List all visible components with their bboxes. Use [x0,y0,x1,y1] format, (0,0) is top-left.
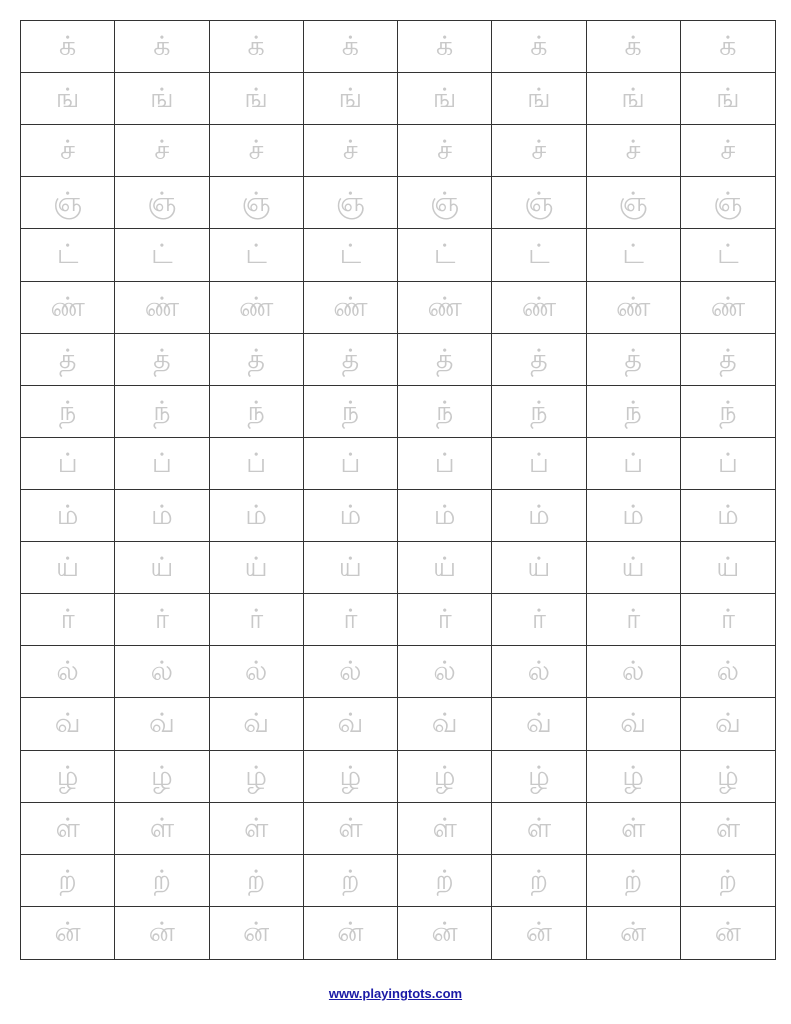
trace-letter-cell: த் [398,334,492,386]
trace-letter-cell: க் [587,21,681,73]
trace-letter-cell: ள் [115,803,209,855]
trace-letter-cell: ந் [21,386,115,438]
trace-letter-cell: ன் [398,907,492,959]
trace-letter-cell: ட் [681,229,775,281]
trace-letter-cell: க் [398,21,492,73]
trace-letter-cell: ண் [398,282,492,334]
trace-letter-cell: ய் [304,542,398,594]
trace-letter-cell: ந் [681,386,775,438]
trace-letter-cell: ழ் [398,751,492,803]
trace-letter-cell: ள் [398,803,492,855]
trace-letter-cell: ர் [304,594,398,646]
trace-letter-cell: ண் [304,282,398,334]
trace-letter-cell: ழ் [587,751,681,803]
trace-letter-cell: ற் [21,855,115,907]
trace-letter-cell: ங் [304,73,398,125]
trace-letter-cell: ஞ் [210,177,304,229]
trace-letter-cell: ற் [492,855,586,907]
trace-letter-cell: த் [210,334,304,386]
trace-letter-cell: ம் [587,490,681,542]
trace-letter-cell: வ் [587,698,681,750]
trace-letter-cell: ட் [587,229,681,281]
trace-letter-cell: ஞ் [681,177,775,229]
trace-letter-cell: ள் [304,803,398,855]
trace-letter-cell: ர் [21,594,115,646]
trace-letter-cell: ல் [21,646,115,698]
trace-letter-cell: ய் [681,542,775,594]
trace-letter-cell: ம் [210,490,304,542]
trace-letter-cell: ச் [587,125,681,177]
trace-letter-cell: வ் [681,698,775,750]
trace-letter-cell: ட் [21,229,115,281]
trace-letter-cell: ய் [492,542,586,594]
trace-letter-cell: ற் [587,855,681,907]
trace-letter-cell: ம் [21,490,115,542]
trace-letter-cell: ப் [115,438,209,490]
trace-letter-cell: ன் [304,907,398,959]
trace-letter-cell: ம் [681,490,775,542]
trace-letter-cell: ய் [587,542,681,594]
trace-letter-cell: ன் [714,917,741,949]
trace-letter-cell: ங் [398,73,492,125]
trace-letter-cell: ழ் [492,751,586,803]
trace-letter-cell: க் [115,21,209,73]
trace-letter-cell: ந் [304,386,398,438]
trace-letter-cell: ர் [398,594,492,646]
trace-letter-cell: வ் [115,698,209,750]
trace-letter-cell: ண் [115,282,209,334]
trace-letter-cell: க் [492,21,586,73]
trace-letter-cell: ங் [492,73,586,125]
trace-letter-cell: ஞ் [492,177,586,229]
trace-letter-cell: வ் [492,698,586,750]
trace-letter-cell: ன் [492,907,586,959]
trace-letter-cell: ண் [681,282,775,334]
trace-letter-cell: ண் [210,282,304,334]
trace-letter-cell: ங் [210,73,304,125]
website-link[interactable]: www.playingtots.com [328,986,463,1001]
trace-letter-cell: ந் [587,386,681,438]
trace-letter-cell: ங் [21,73,115,125]
trace-letter-cell: ல் [115,646,209,698]
trace-letter-cell: ப் [587,438,681,490]
trace-letter-cell: ச் [304,125,398,177]
trace-letter-cell: ள் [587,803,681,855]
trace-letter-cell: ஞ் [21,177,115,229]
trace-letter-cell: ழ் [304,751,398,803]
trace-letter-cell: ல் [398,646,492,698]
trace-letter-cell: ழ் [115,751,209,803]
trace-letter-cell: ப் [398,438,492,490]
trace-letter-cell: ச் [398,125,492,177]
trace-letter-cell: ன் [210,907,304,959]
trace-letter-cell: த் [21,334,115,386]
trace-letter-cell: த் [587,334,681,386]
trace-letter-cell: ல் [492,646,586,698]
trace-letter-cell: ஞ் [115,177,209,229]
trace-letter-cell: ழ் [21,751,115,803]
trace-letter-cell: ண் [21,282,115,334]
trace-letter-cell: க் [304,21,398,73]
trace-letter-cell: ங் [681,73,775,125]
trace-letter-cell: த் [492,334,586,386]
trace-letter-cell: ல் [681,646,775,698]
trace-letter-cell: ஞ் [398,177,492,229]
trace-letter-cell: ல் [210,646,304,698]
trace-letter-cell: ப் [304,438,398,490]
trace-letter-cell: ப் [681,438,775,490]
trace-letter-cell: ர் [587,594,681,646]
trace-letter-cell: ய் [210,542,304,594]
trace-letter-cell: ள் [21,803,115,855]
trace-letter-cell: ஞ் [587,177,681,229]
trace-letter-cell: ஞ் [304,177,398,229]
trace-letter-cell: வ் [21,698,115,750]
trace-letter-cell: ல் [304,646,398,698]
trace-letter-cell: ழ் [210,751,304,803]
trace-letter-cell: க் [21,21,115,73]
trace-letter-cell: ச் [115,125,209,177]
trace-letter-cell: ர் [115,594,209,646]
trace-letter-cell: ற் [210,855,304,907]
trace-letter-cell: வ் [210,698,304,750]
trace-letter-cell: ந் [115,386,209,438]
trace-letter-cell: ழ் [681,751,775,803]
trace-letter-cell: ய் [21,542,115,594]
trace-letter-cell: ர் [681,594,775,646]
trace-letter-cell: ற் [681,855,775,907]
trace-letter-cell: ட் [398,229,492,281]
trace-letter-cell: ம் [398,490,492,542]
trace-letter-cell: ற் [398,855,492,907]
trace-letter-cell: ள் [492,803,586,855]
trace-letter-cell: ந் [492,386,586,438]
trace-letter-cell: ம் [115,490,209,542]
trace-letter-cell: ச் [21,125,115,177]
trace-letter-cell: ன் [115,907,209,959]
trace-letter-cell: த் [115,334,209,386]
trace-letter-cell: ப் [492,438,586,490]
trace-letter-cell: ய் [398,542,492,594]
trace-letter-cell: ச் [681,125,775,177]
trace-letter-cell: ங் [115,73,209,125]
trace-letter-cell: ல் [587,646,681,698]
trace-letter-cell: ள் [681,803,775,855]
trace-letter-cell: ன் [21,907,115,959]
trace-letter-cell: ப் [21,438,115,490]
trace-letter-cell: ர் [210,594,304,646]
trace-letter-cell: ட் [115,229,209,281]
trace-letter-cell: ற் [115,855,209,907]
trace-letter-cell: வ் [398,698,492,750]
trace-letter-cell: ந் [210,386,304,438]
trace-letter-cell: ட் [492,229,586,281]
trace-letter-cell: ந் [398,386,492,438]
trace-letter-cell: ட் [304,229,398,281]
tracing-grid [20,20,776,960]
trace-letter-cell: ச் [210,125,304,177]
trace-letter-cell: ப் [210,438,304,490]
trace-letter-cell: ம் [304,490,398,542]
trace-letter-cell: க் [210,21,304,73]
trace-letter-cell: த் [304,334,398,386]
trace-letter-cell: ன் [587,907,681,959]
trace-letter-cell: ண் [587,282,681,334]
trace-letter-cell: த் [681,334,775,386]
trace-letter-cell: ங் [587,73,681,125]
trace-letter-cell: ட் [210,229,304,281]
trace-letter-cell: ர் [492,594,586,646]
trace-letter-cell: க் [681,21,775,73]
trace-letter-cell: ய் [115,542,209,594]
trace-letter-cell: ச் [492,125,586,177]
trace-letter-cell: ம் [492,490,586,542]
trace-letter-cell: ண் [492,282,586,334]
trace-letter-cell: ற் [304,855,398,907]
trace-letter-cell: வ் [304,698,398,750]
trace-letter-cell: ள் [210,803,304,855]
